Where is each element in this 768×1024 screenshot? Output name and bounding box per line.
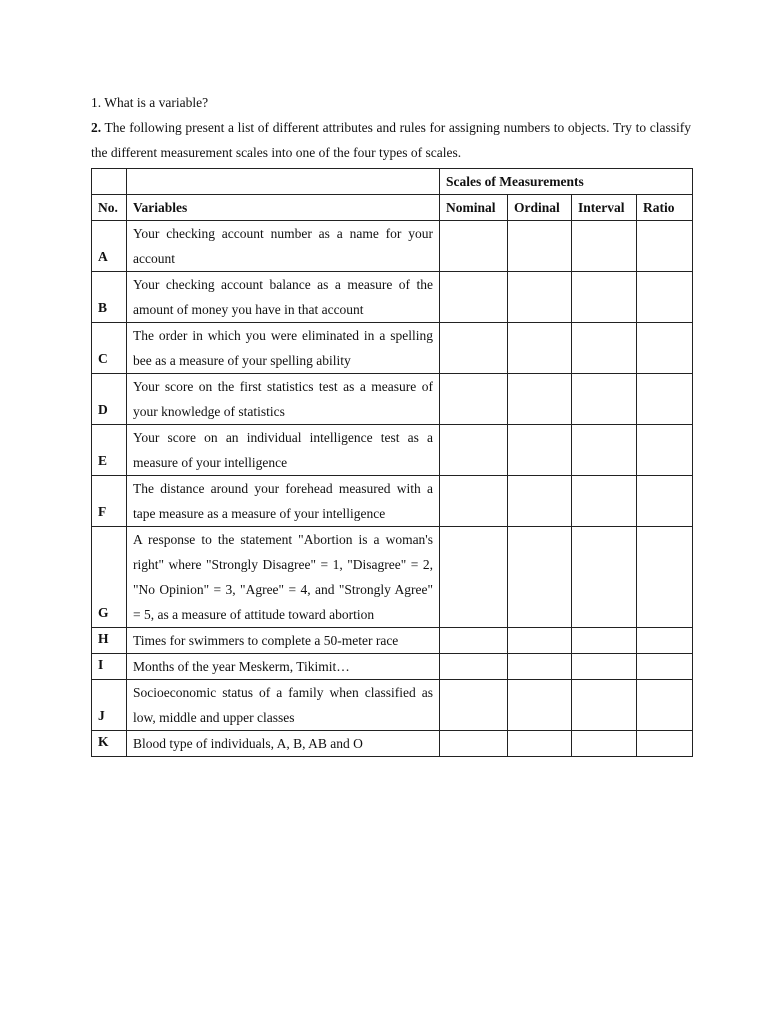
- variable-description: Your score on an individual intelligence test as a measure of your intelligence: [127, 425, 440, 476]
- row-letter: E: [92, 425, 127, 476]
- answer-cell-nominal[interactable]: [440, 476, 508, 527]
- variable-description: Your score on the first statistics test as a measure of your knowledge of statistics: [127, 374, 440, 425]
- answer-cell-nominal[interactable]: [440, 527, 508, 628]
- table-row: [92, 272, 693, 323]
- answer-cell-nominal[interactable]: [440, 680, 508, 731]
- table-row: [92, 628, 693, 654]
- header-nominal: Nominal: [440, 195, 508, 221]
- answer-cell-ratio[interactable]: [637, 654, 693, 680]
- table-row: [92, 425, 693, 476]
- worksheet: [91, 90, 691, 757]
- answer-cell-ordinal[interactable]: [508, 221, 572, 272]
- blank-header-cell: [127, 169, 440, 195]
- table-row: [92, 680, 693, 731]
- answer-cell-ratio[interactable]: [637, 374, 693, 425]
- table-row: [92, 323, 693, 374]
- answer-cell-ratio[interactable]: [637, 272, 693, 323]
- answer-cell-ratio[interactable]: [637, 527, 693, 628]
- table-row: [92, 731, 693, 757]
- answer-cell-interval[interactable]: [572, 527, 637, 628]
- answer-cell-interval[interactable]: [572, 323, 637, 374]
- answer-cell-ratio[interactable]: [637, 221, 693, 272]
- variable-description: Socioeconomic status of a family when classified as low, middle and upper classes: [127, 680, 440, 731]
- answer-cell-ordinal[interactable]: [508, 731, 572, 757]
- variable-description: Blood type of individuals, A, B, AB and O: [127, 731, 440, 757]
- question-2-text: The following present a list of different attributes and rules for assigning numbers to objects. Try to classify the different measurement scales into one of the four types of scales.: [91, 120, 691, 160]
- question-2-number: 2.: [91, 120, 102, 135]
- blank-header-cell: [92, 169, 127, 195]
- row-letter: H: [92, 628, 127, 654]
- table-group-header-row: [92, 169, 693, 195]
- answer-cell-ordinal[interactable]: [508, 272, 572, 323]
- answer-cell-interval[interactable]: [572, 731, 637, 757]
- answer-cell-interval[interactable]: [572, 654, 637, 680]
- header-no: No.: [92, 195, 127, 221]
- row-letter: A: [92, 221, 127, 272]
- measurement-scales-table: [91, 168, 693, 757]
- answer-cell-ratio[interactable]: [637, 323, 693, 374]
- row-letter: C: [92, 323, 127, 374]
- table-header-row: [92, 195, 693, 221]
- row-letter: I: [92, 654, 127, 680]
- answer-cell-interval[interactable]: [572, 425, 637, 476]
- variable-description: Your checking account balance as a measure of the amount of money you have in that account: [127, 272, 440, 323]
- answer-cell-interval[interactable]: [572, 680, 637, 731]
- answer-cell-nominal[interactable]: [440, 654, 508, 680]
- answer-cell-interval[interactable]: [572, 272, 637, 323]
- row-letter: J: [92, 680, 127, 731]
- table-row: [92, 221, 693, 272]
- scales-of-measurements-header: Scales of Measurements: [440, 169, 693, 195]
- answer-cell-ordinal[interactable]: [508, 527, 572, 628]
- question-1: 1. What is a variable?: [91, 95, 209, 110]
- row-letter: F: [92, 476, 127, 527]
- answer-cell-ratio[interactable]: [637, 476, 693, 527]
- row-letter: B: [92, 272, 127, 323]
- header-interval: Interval: [572, 195, 637, 221]
- variable-description: Times for swimmers to complete a 50-meter race: [127, 628, 440, 654]
- answer-cell-nominal[interactable]: [440, 323, 508, 374]
- header-ordinal: Ordinal: [508, 195, 572, 221]
- table-row: [92, 527, 693, 628]
- header-ratio: Ratio: [637, 195, 693, 221]
- answer-cell-ordinal[interactable]: [508, 654, 572, 680]
- variable-description: Months of the year Meskerm, Tikimit…: [127, 654, 440, 680]
- answer-cell-ordinal[interactable]: [508, 680, 572, 731]
- question-2: [91, 115, 691, 165]
- answer-cell-nominal[interactable]: [440, 628, 508, 654]
- answer-cell-interval[interactable]: [572, 374, 637, 425]
- row-letter: K: [92, 731, 127, 757]
- answer-cell-ordinal[interactable]: [508, 425, 572, 476]
- answer-cell-ordinal[interactable]: [508, 628, 572, 654]
- table-row: [92, 654, 693, 680]
- answer-cell-ordinal[interactable]: [508, 476, 572, 527]
- answer-cell-nominal[interactable]: [440, 374, 508, 425]
- table-body: [92, 221, 693, 757]
- table-row: [92, 476, 693, 527]
- answer-cell-nominal[interactable]: [440, 272, 508, 323]
- answer-cell-interval[interactable]: [572, 476, 637, 527]
- variable-description: A response to the statement "Abortion is a woman's right" where "Strongly Disagree" = 1, "Disagree" = 2, "No Opinion" = 3, "Agree" = 4, and "Strongly Agree" = 5, as a measure of attitude toward abortion: [127, 527, 440, 628]
- answer-cell-ratio[interactable]: [637, 628, 693, 654]
- answer-cell-ratio[interactable]: [637, 680, 693, 731]
- answer-cell-interval[interactable]: [572, 628, 637, 654]
- row-letter: G: [92, 527, 127, 628]
- table-row: [92, 374, 693, 425]
- answer-cell-interval[interactable]: [572, 221, 637, 272]
- header-variables: Variables: [127, 195, 440, 221]
- answer-cell-nominal[interactable]: [440, 425, 508, 476]
- answer-cell-ordinal[interactable]: [508, 374, 572, 425]
- variable-description: The distance around your forehead measured with a tape measure as a measure of your intelligence: [127, 476, 440, 527]
- answer-cell-nominal[interactable]: [440, 221, 508, 272]
- answer-cell-ratio[interactable]: [637, 425, 693, 476]
- answer-cell-ordinal[interactable]: [508, 323, 572, 374]
- variable-description: The order in which you were eliminated in a spelling bee as a measure of your spelling ability: [127, 323, 440, 374]
- answer-cell-ratio[interactable]: [637, 731, 693, 757]
- answer-cell-nominal[interactable]: [440, 731, 508, 757]
- variable-description: Your checking account number as a name for your account: [127, 221, 440, 272]
- row-letter: D: [92, 374, 127, 425]
